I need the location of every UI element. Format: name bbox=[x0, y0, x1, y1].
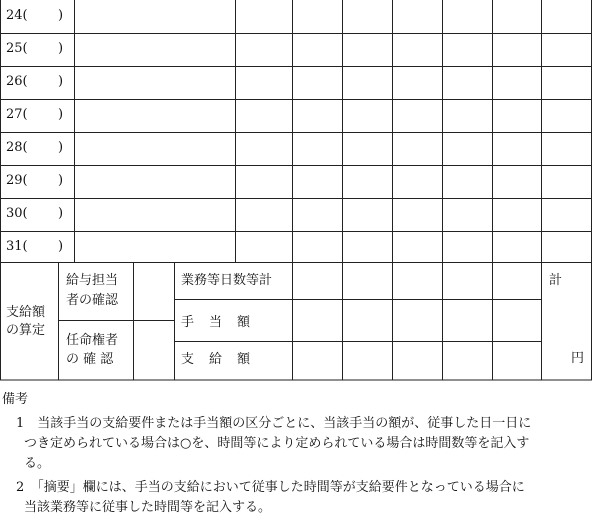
ninmei-kensha-label-line1: 任命権者 bbox=[66, 333, 119, 348]
section-label-line1: 支給額 bbox=[6, 305, 46, 320]
shikyu-gaku-label: 支 給 額 bbox=[181, 352, 252, 367]
notes-heading: 備考 bbox=[2, 392, 29, 407]
day-row-close-paren: ) bbox=[58, 41, 64, 56]
note-1-line1: 1 当該手当の支給要件または手当額の区分ごとに、当該手当の額が、従事した日一日に bbox=[16, 416, 532, 431]
day-row-close-paren: ) bbox=[58, 74, 64, 89]
day-row-close-paren: ) bbox=[58, 140, 64, 155]
ninmei-kensha-label-line2: の 確 認 bbox=[66, 352, 114, 367]
total-label: 計 bbox=[549, 273, 563, 288]
day-row-close-paren: ) bbox=[58, 173, 64, 188]
yen-unit-label: 円 bbox=[571, 351, 585, 366]
day-row-label: 25( bbox=[6, 41, 28, 56]
section-label-line2: の算定 bbox=[6, 323, 46, 338]
kyuyo-tanto-label-line2: 者の確認 bbox=[66, 293, 119, 308]
note-2-line1: 2 「摘要」欄には、手当の支給において従事した時間等が支給要件となっている場合に bbox=[16, 480, 525, 495]
gyomu-nissu-label: 業務等日数等計 bbox=[181, 273, 273, 288]
day-row-label: 29( bbox=[6, 173, 28, 188]
day-row-close-paren: ) bbox=[58, 239, 64, 254]
note-2-line2: 当該業務等に従事した時間等を記入する。 bbox=[24, 500, 272, 515]
kyuyo-tanto-label-line1: 給与担当 bbox=[66, 273, 119, 288]
day-row-label: 24( bbox=[6, 8, 28, 23]
day-row-label: 26( bbox=[6, 74, 28, 89]
day-row-close-paren: ) bbox=[58, 206, 64, 221]
teate-gaku-label: 手 当 額 bbox=[181, 315, 252, 330]
note-1-line3: る。 bbox=[24, 456, 51, 471]
note-1-line2: つき定められている場合は○を、時間等により定められている場合は時間数等を記入す bbox=[24, 436, 530, 451]
day-row-label: 27( bbox=[6, 107, 28, 122]
day-row-label: 30( bbox=[6, 206, 28, 221]
day-row-close-paren: ) bbox=[58, 8, 64, 23]
day-row-label: 28( bbox=[6, 140, 28, 155]
day-row-label: 31( bbox=[6, 239, 28, 254]
day-row-close-paren: ) bbox=[58, 107, 64, 122]
